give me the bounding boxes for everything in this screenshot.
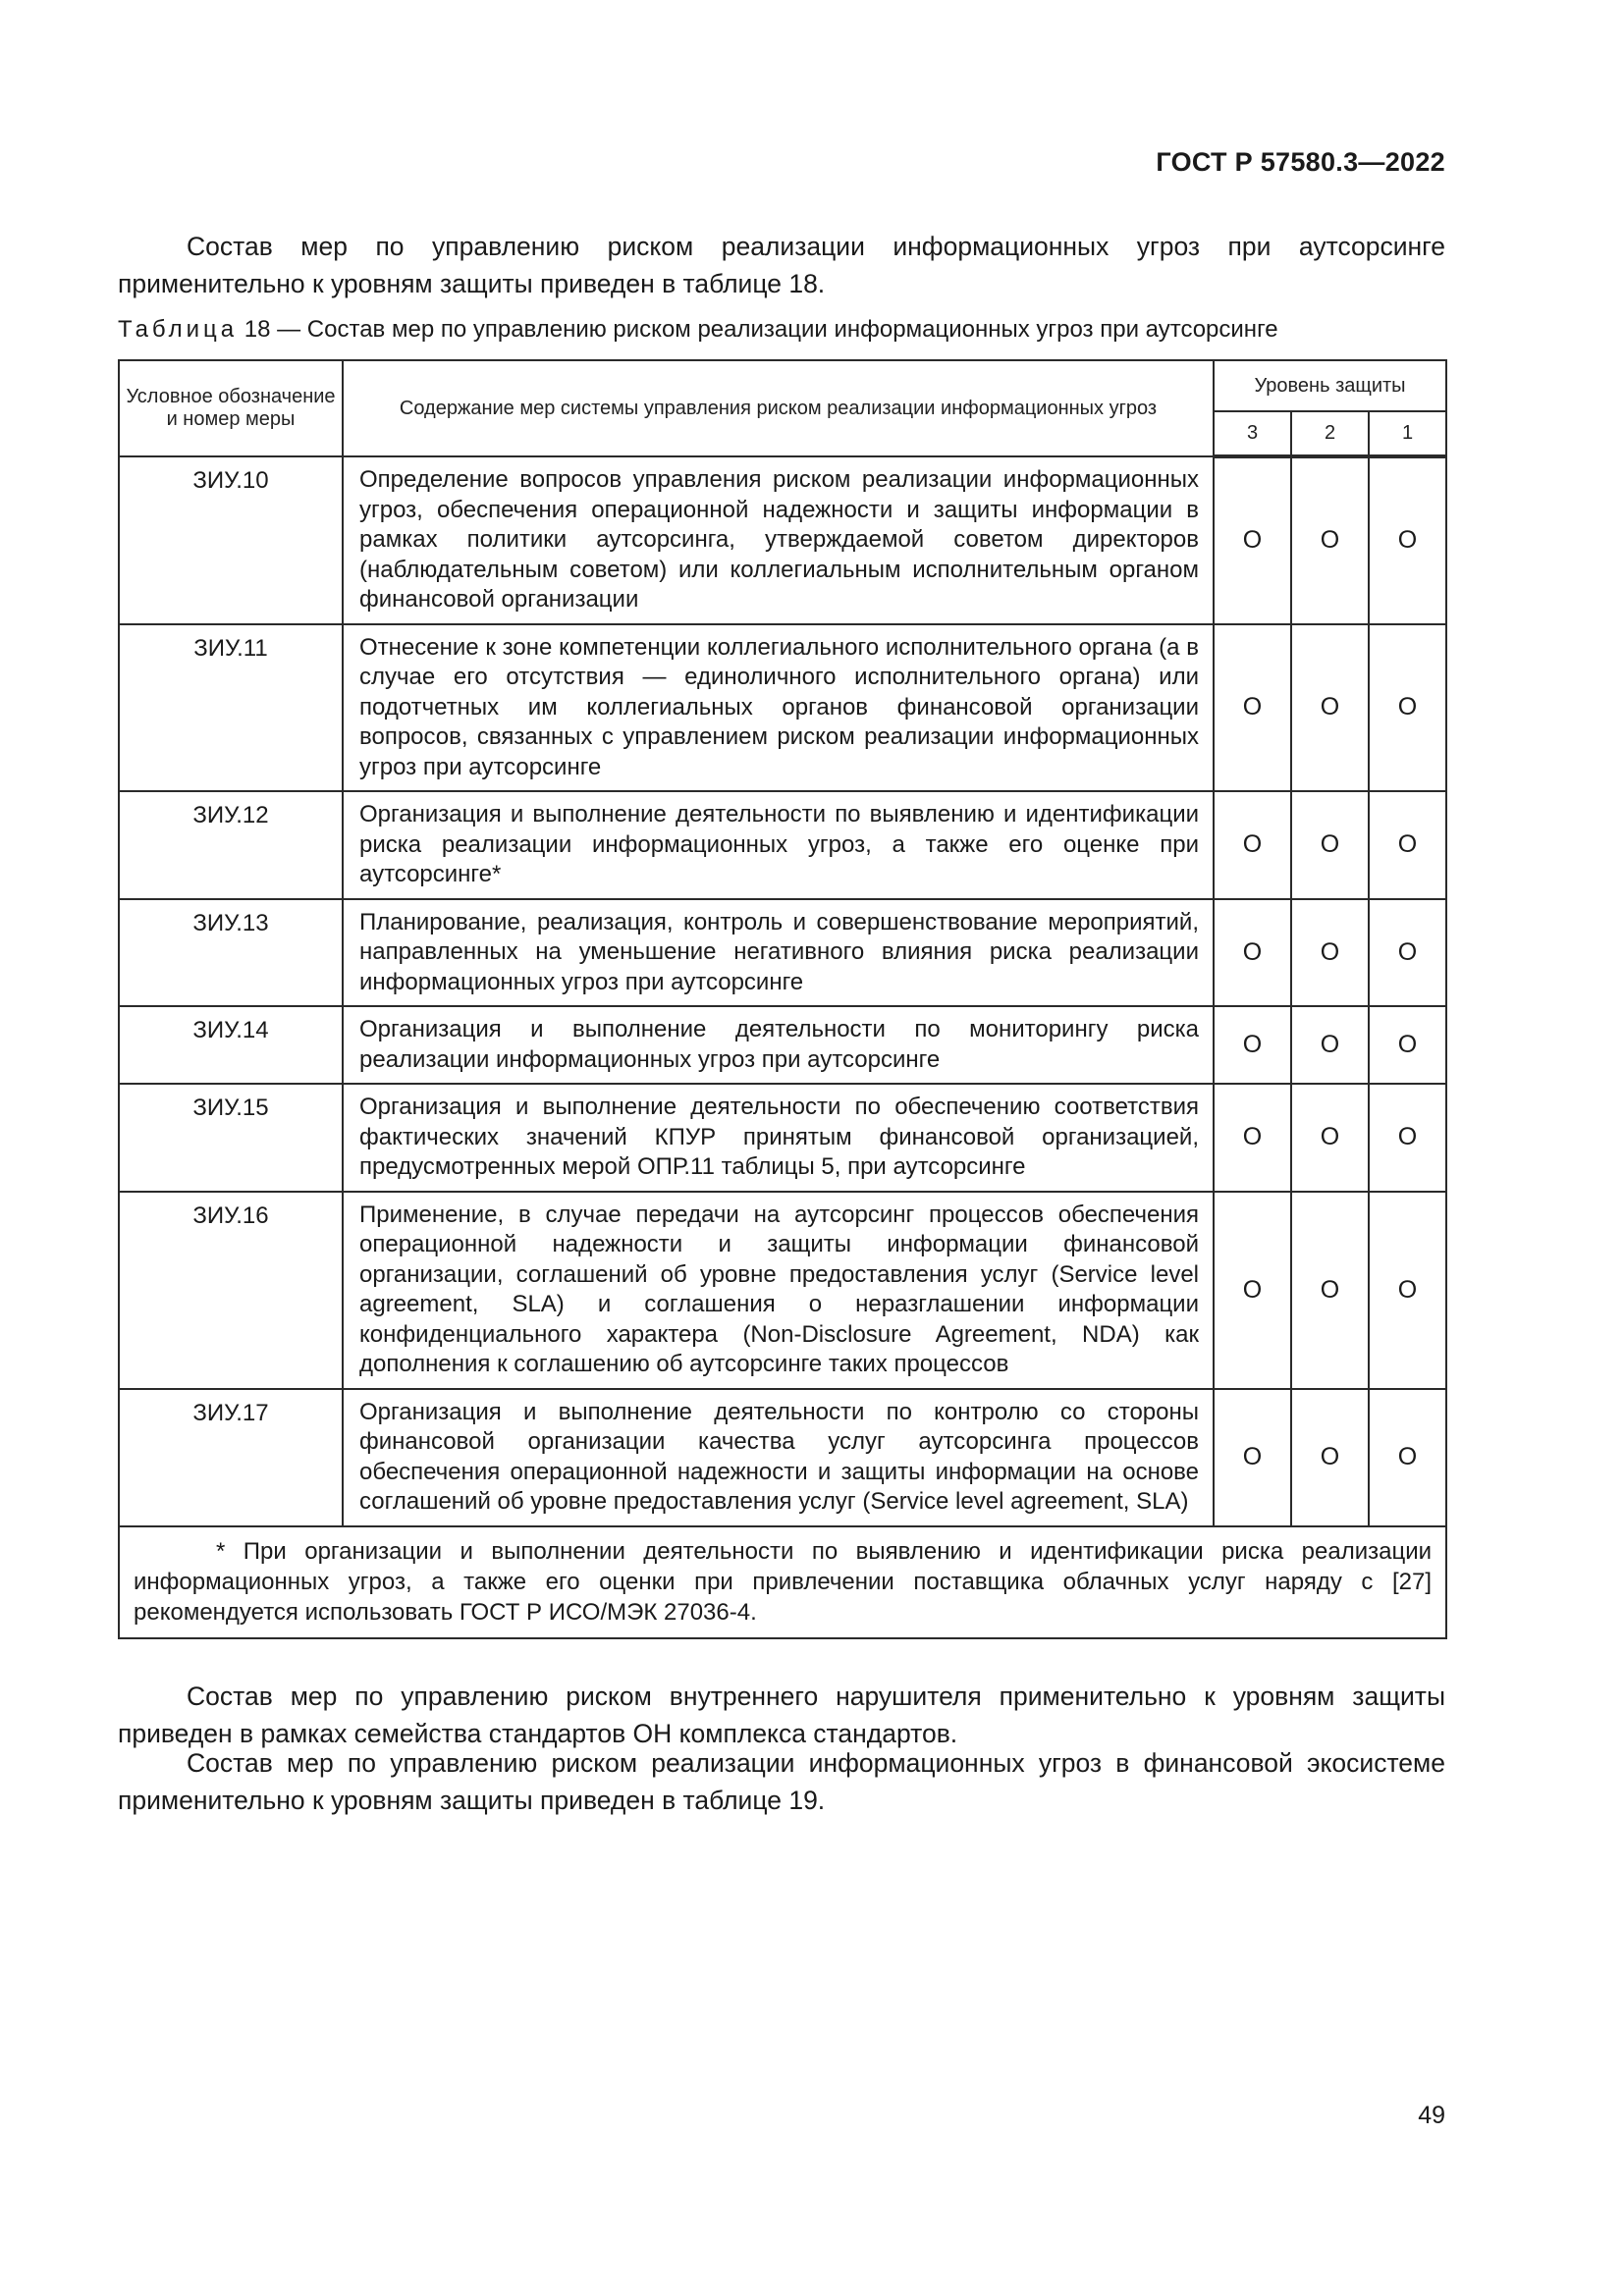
table-row: [119, 1389, 1446, 1526]
level-2-value: О: [1291, 1389, 1369, 1526]
table-caption: [118, 316, 1278, 344]
measure-text: Определение вопросов управления риском реализации информационных угроз, обеспечения операционной надежности и защиты информации в рамках политики аутсорсинга, утверждаемой советом директоров (наблюдательным советом) или коллегиальным исполнительным органом финансовой организации: [343, 456, 1214, 624]
level-1-value: О: [1369, 1084, 1446, 1192]
table-row: [119, 791, 1446, 899]
header-protection-level: Уровень защиты: [1214, 360, 1446, 411]
level-3-value: О: [1214, 1084, 1291, 1192]
measure-text: Отнесение к зоне компетенции коллегиального исполнительного органа (а в случае его отсутствия — единоличного исполнительного органа) или подотчетных им коллегиальных органов финансовой организации вопросов, связанных с управлением риском реализации информационных угроз при аутсорсинге: [343, 624, 1214, 792]
document-code: ГОСТ Р 57580.3—2022: [1156, 147, 1445, 177]
level-2-value: О: [1291, 1084, 1369, 1192]
level-1-value: О: [1369, 1192, 1446, 1389]
measure-text: Организация и выполнение деятельности по выявлению и идентификации риска реализации информационных угроз, а также его оценке при аутсорсинге*: [343, 791, 1214, 899]
measure-text: Планирование, реализация, контроль и совершенствование мероприятий, направленных на уменьшение негативного влияния риска реализации информационных угроз при аутсорсинге: [343, 899, 1214, 1007]
measure-code: ЗИУ.16: [119, 1192, 343, 1389]
measure-text: Организация и выполнение деятельности по контролю со стороны финансовой организации качества услуг аутсорсинга процессов обеспечения операционной надежности и защиты информации на основе соглашений об уровне предоставления услуг (Service level agreement, SLA): [343, 1389, 1214, 1526]
level-2-value: О: [1291, 456, 1369, 624]
level-3-value: О: [1214, 899, 1291, 1007]
level-2-value: О: [1291, 624, 1369, 792]
level-2-value: О: [1291, 1192, 1369, 1389]
measure-code: ЗИУ.17: [119, 1389, 343, 1526]
level-1-value: О: [1369, 1006, 1446, 1084]
table-footnote-row: [119, 1526, 1446, 1638]
level-1-value: О: [1369, 624, 1446, 792]
header-level-1: 1: [1369, 411, 1446, 456]
level-3-value: О: [1214, 624, 1291, 792]
table-row: [119, 1084, 1446, 1192]
measure-code: ЗИУ.10: [119, 456, 343, 624]
level-3-value: О: [1214, 1006, 1291, 1084]
level-2-value: О: [1291, 791, 1369, 899]
level-1-value: О: [1369, 456, 1446, 624]
table-row: [119, 456, 1446, 624]
header-code-column: Условное обозначение и номер меры: [119, 360, 343, 456]
table-row: [119, 1192, 1446, 1389]
header-content-column: Содержание мер системы управления риском реализации информационных угроз: [343, 360, 1214, 456]
measure-text: Организация и выполнение деятельности по мониторингу риска реализации информационных угроз при аутсорсинге: [343, 1006, 1214, 1084]
level-3-value: О: [1214, 791, 1291, 899]
level-3-value: О: [1214, 456, 1291, 624]
table-row: [119, 624, 1446, 792]
measures-table: [118, 359, 1447, 1639]
paragraph-ecosystem: Состав мер по управлению риском реализации информационных угроз в финансовой экосистеме применительно к уровням защиты приведен в таблице 19.: [118, 1748, 1445, 1815]
table-caption-word: Таблица: [118, 316, 239, 343]
table-footnote: * При организации и выполнении деятельности по выявлению и идентификации риска реализации информационных угроз, а также его оценки при привлечении поставщика облачных услуг наряду с [27] рекомендуется использовать ГОСТ Р ИСО/МЭК 27036-4.: [119, 1526, 1446, 1638]
table-caption-title: 18 — Состав мер по управлению риском реализации информационных угроз при аутсорсинге: [238, 316, 1278, 343]
measure-code: ЗИУ.15: [119, 1084, 343, 1192]
measure-code: ЗИУ.11: [119, 624, 343, 792]
measure-text: Организация и выполнение деятельности по обеспечению соответствия фактических значений КПУР принятым финансовой организацией, предусмотренных мерой ОПР.11 таблицы 5, при аутсорсинге: [343, 1084, 1214, 1192]
table-row: [119, 899, 1446, 1007]
level-1-value: О: [1369, 791, 1446, 899]
level-1-value: О: [1369, 1389, 1446, 1526]
level-2-value: О: [1291, 1006, 1369, 1084]
level-3-value: О: [1214, 1389, 1291, 1526]
header-level-2: 2: [1291, 411, 1369, 456]
page-number: 49: [1418, 2102, 1445, 2129]
level-2-value: О: [1291, 899, 1369, 1007]
intro-paragraph: Состав мер по управлению риском реализации информационных угроз при аутсорсинге применительно к уровням защиты приведен в таблице 18.: [118, 232, 1445, 298]
paragraph-internal-violator: Состав мер по управлению риском внутреннего нарушителя применительно к уровням защиты приведен в рамках семейства стандартов ОН комплекса стандартов.: [118, 1682, 1445, 1748]
table-row: [119, 1006, 1446, 1084]
measure-code: ЗИУ.13: [119, 899, 343, 1007]
level-1-value: О: [1369, 899, 1446, 1007]
measure-text: Применение, в случае передачи на аутсорсинг процессов обеспечения операционной надежности и защиты информации финансовой организации, соглашений об уровне предоставления услуг (Service level agreement, SLA) и соглашения о неразглашении информации конфиденциального характера (Non-Disclosure Agreement, NDA) как дополнения к соглашению об аутсорсинге таких процессов: [343, 1192, 1214, 1389]
header-level-3: 3: [1214, 411, 1291, 456]
level-3-value: О: [1214, 1192, 1291, 1389]
measure-code: ЗИУ.12: [119, 791, 343, 899]
measure-code: ЗИУ.14: [119, 1006, 343, 1084]
